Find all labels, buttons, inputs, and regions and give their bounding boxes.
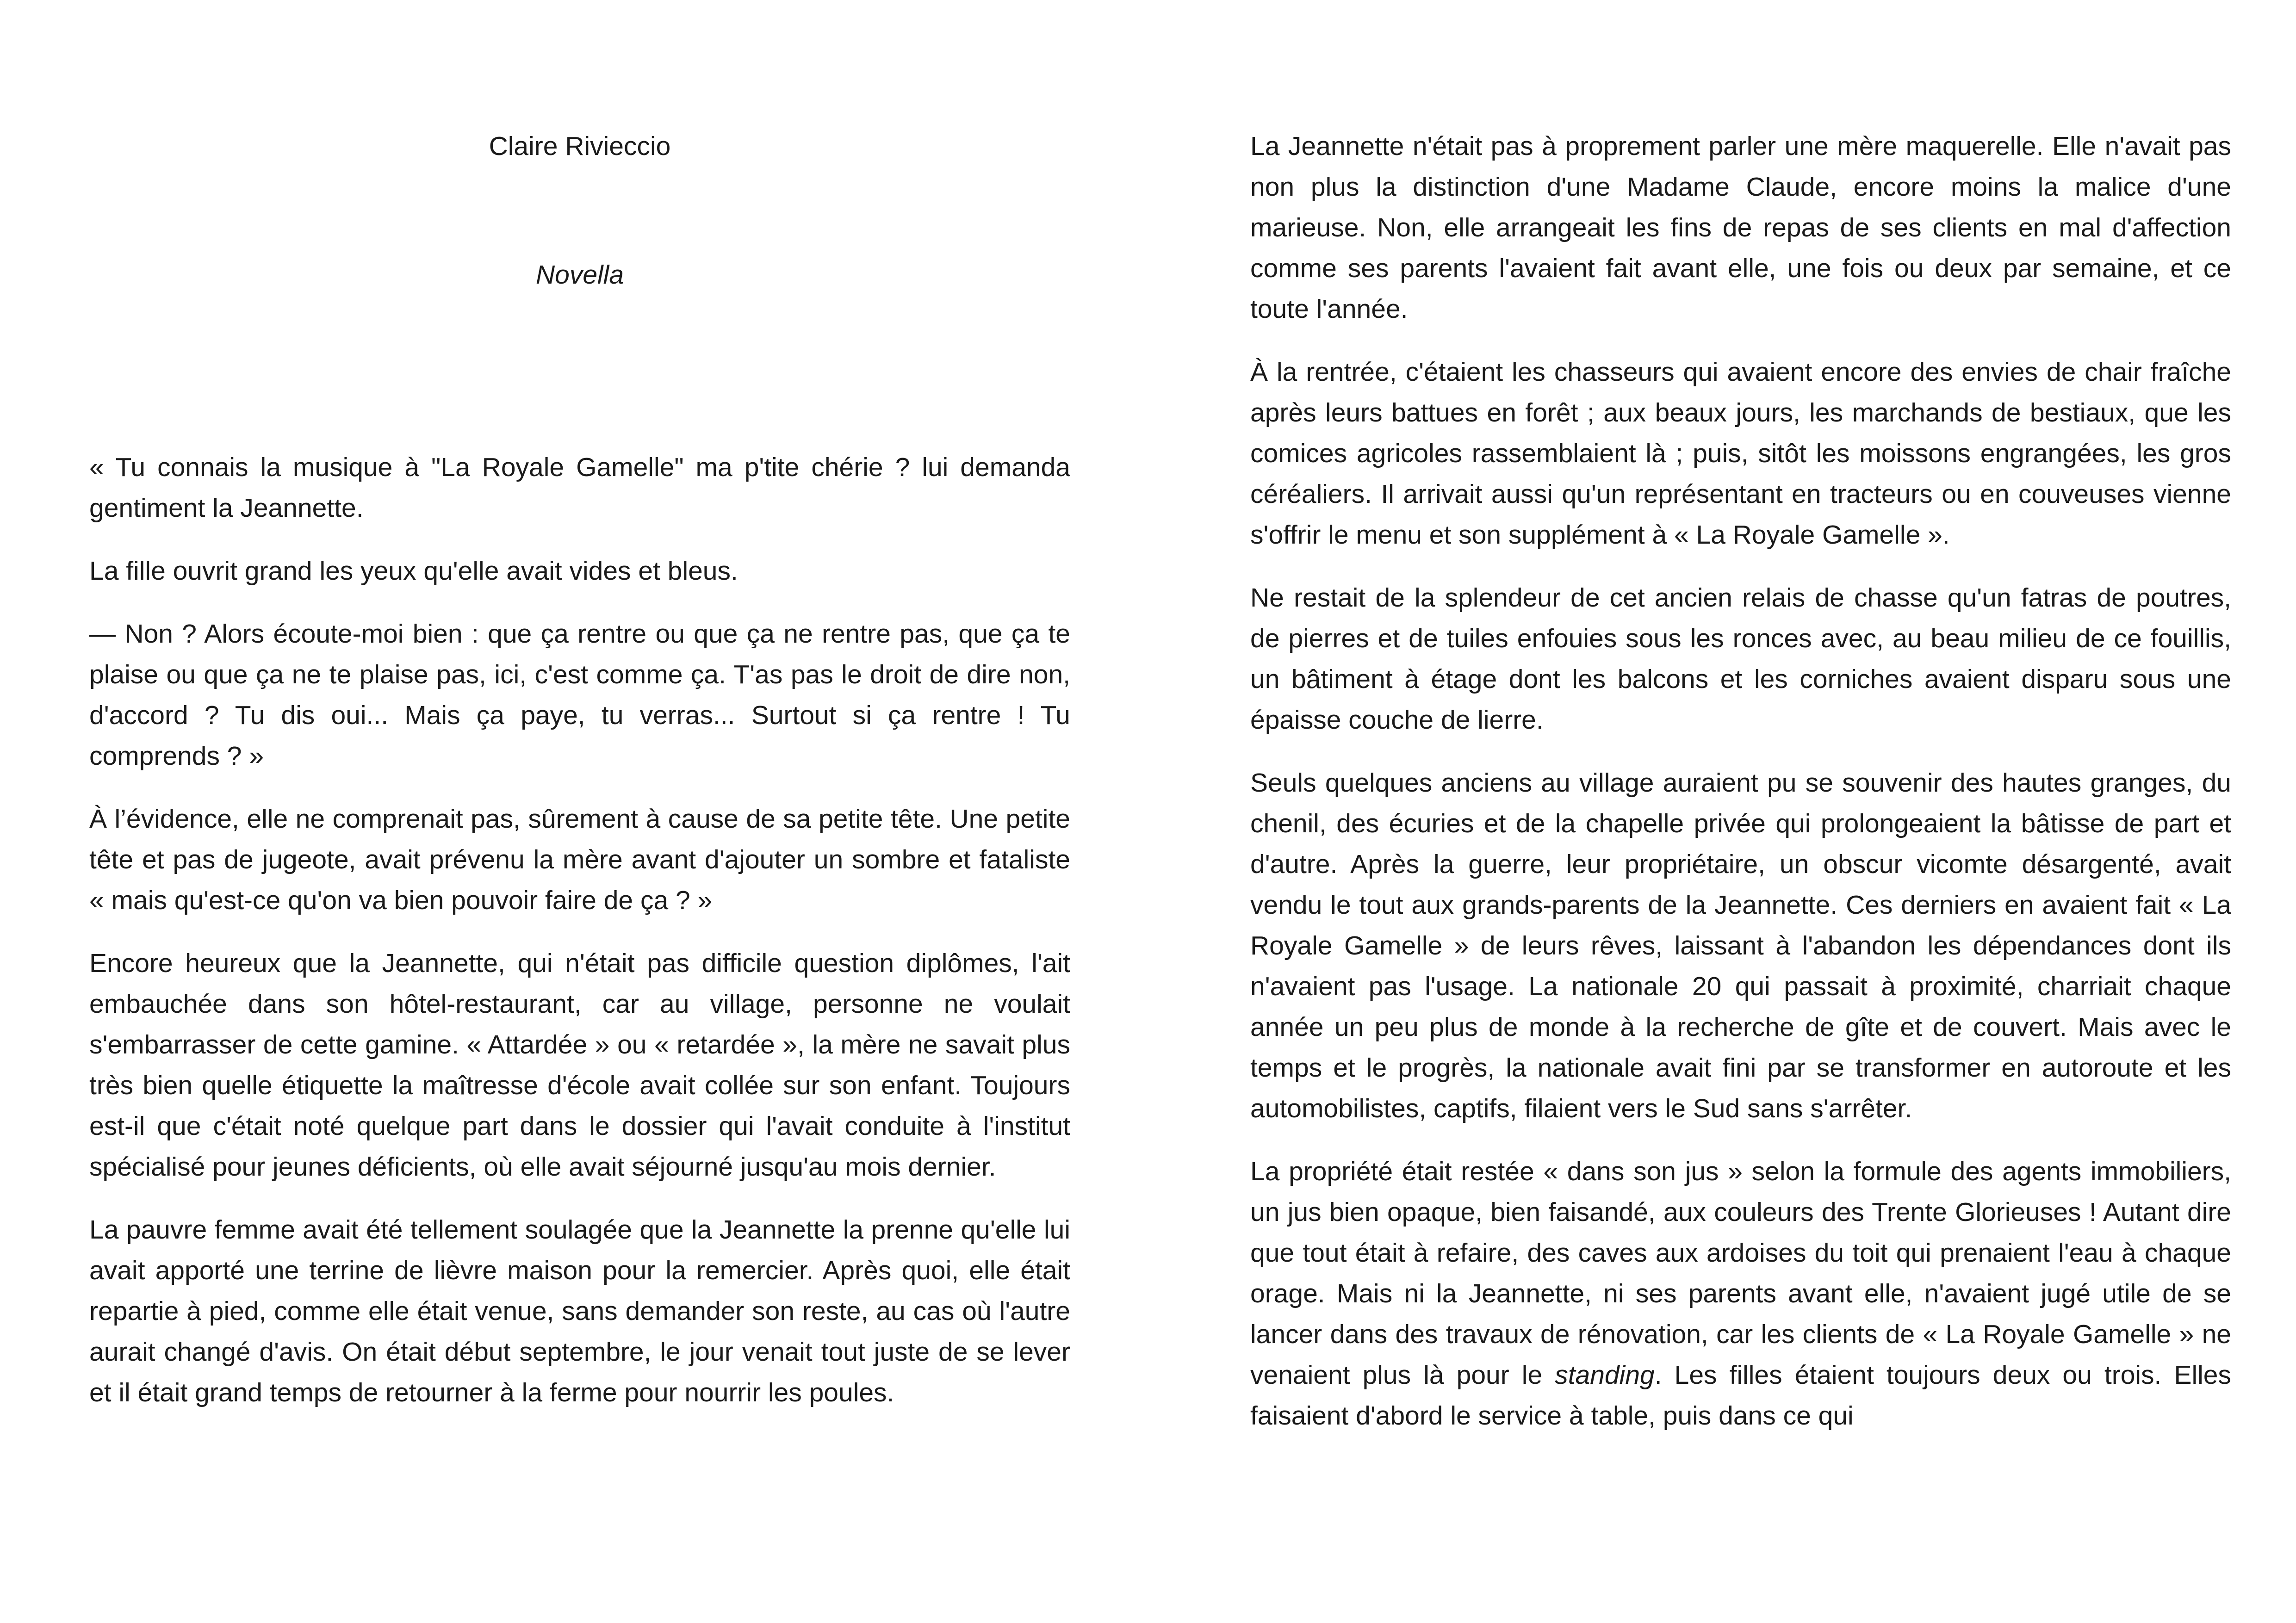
right-page-body bbox=[1250, 126, 2231, 1458]
paragraph: — Non ? Alors écoute-moi bien : que ça rentre ou que ça ne rentre pas, que ça te plaise ou que ça ne te plaise pas, ici, c'est comme ça. T'as pas le droit de dire non, d'accord ? Tu dis oui... Mais ça paye, tu verras... Surtout si ça rentre ! Tu comprends ? » bbox=[89, 619, 1070, 771]
italic-word: standing bbox=[1555, 1360, 1655, 1390]
paragraph: « Tu connais la musique à "La Royale Gamelle" ma p'tite chérie ? lui demanda gentiment la Jeannette. bbox=[89, 452, 1070, 523]
paragraph: La fille ouvrit grand les yeux qu'elle avait vides et bleus. bbox=[89, 556, 738, 586]
paragraph: La Jeannette n'était pas à proprement parler une mère maquerelle. Elle n'avait pas non plus la distinction d'une Madame Claude, encore moins la malice d'une marieuse. Non, elle arrangeait les fins de repas de ses clients en mal d'affection comme ses parents l'avaient fait avant elle, une fois ou deux par semaine, et ce toute l'année. bbox=[1250, 131, 2231, 324]
paragraph: À l’évidence, elle ne comprenait pas, sûrement à cause de sa petite tête. Une petite tête et pas de jugeote, avait prévenu la mère avant d'ajouter un sombre et fataliste « mais qu'est-ce qu'on va bien pouvoir faire de ça ? » bbox=[89, 804, 1070, 915]
paragraph: À la rentrée, c'étaient les chasseurs qui avaient encore des envies de chair fraîche après leurs battues en forêt ; aux beaux jours, les marchands de bestiaux, que les comices agricoles rassemblaient là ; puis, sitôt les moissons engrangées, les gros céréaliers. Il arrivait aussi qu'un représentant en tracteurs ou en couveuses vienne s'offrir le menu et son supplément à « La Royale Gamelle ». bbox=[1250, 357, 2231, 550]
paragraph: Ne restait de la splendeur de cet ancien relais de chasse qu'un fatras de poutres, de pierres et de tuiles enfouies sous les ronces avec, au beau milieu de ce fouillis, un bâtiment à étage dont les balcons et les corniches avaient disparu sous une épaisse couche de lierre. bbox=[1250, 583, 2231, 735]
paragraph-text: La propriété était restée « dans son jus » selon la formule des agents immobiliers, un jus bien opaque, bien faisandé, aux couleurs des Trente Glorieuses ! Autant dire que tout était à refaire, des caves aux ardoises du toit qui prenaient l'eau à chaque orage. Mais ni la Jeannette, ni ses parents avant elle, n'avaient jugé utile de se lancer dans des travaux de rénovation, car les clients de « La Royale Gamelle » ne venaient plus là pour le bbox=[1250, 1157, 2231, 1390]
genre-label: Novella bbox=[535, 260, 624, 290]
paragraph: Seuls quelques anciens au village auraient pu se souvenir des hautes granges, du chenil, des écuries et de la chapelle privée qui prolongeaient la bâtisse de part et d'autre. Après la guerre, leur propriétaire, un obscur vicomte désargenté, avait vendu le tout aux grands-parents de la Jeannette. Ces derniers en avaient fait « La Royale Gamelle » de leurs rêves, laissant à l'abandon les dépendances dont ils n'avaient pas l'usage. La nationale 20 qui passait à proximité, charriait chaque année un peu plus de monde à la recherche de gîte et de couvert. Mais avec le temps et le progrès, la nationale avait fini par se transformer en autoroute et les automobilistes, captifs, filaient vers le Sud sans s'arrêter. bbox=[1250, 768, 2231, 1123]
paragraph-last bbox=[1250, 1151, 2231, 1436]
left-page-body bbox=[89, 447, 1070, 1435]
paragraph: La pauvre femme avait été tellement soulagée que la Jeannette la prenne qu'elle lui avait apporté une terrine de lièvre maison pour la remercier. Après quoi, elle était repartie à pied, comme elle était venue, sans demander son reste, au cas où l'autre aurait changé d'avis. On était début septembre, le jour venait tout juste de se lever et il était grand temps de retourner à la ferme pour nourrir les poules. bbox=[89, 1215, 1070, 1407]
paragraph: Encore heureux que la Jeannette, qui n'était pas difficile question diplômes, l'ait embauchée dans son hôtel-restaurant, car au village, personne ne voulait s'embarrasser de cette gamine. « Attardée » ou « retardée », la mère ne savait plus très bien quelle étiquette la maîtresse d'école avait collée sur son enfant. Toujours est-il que c'était noté quelque part dans le dossier qui l'avait conduite à l'institut spécialisé pour jeunes déficients, où elle avait séjourné jusqu'au mois dernier. bbox=[89, 948, 1070, 1182]
author-name: Claire Rivieccio bbox=[489, 131, 671, 161]
paragraph-text: . Les filles étaient toujours deux ou trois. Elles faisaient d'abord le service à table, puis dans ce qui bbox=[1250, 1360, 2232, 1431]
